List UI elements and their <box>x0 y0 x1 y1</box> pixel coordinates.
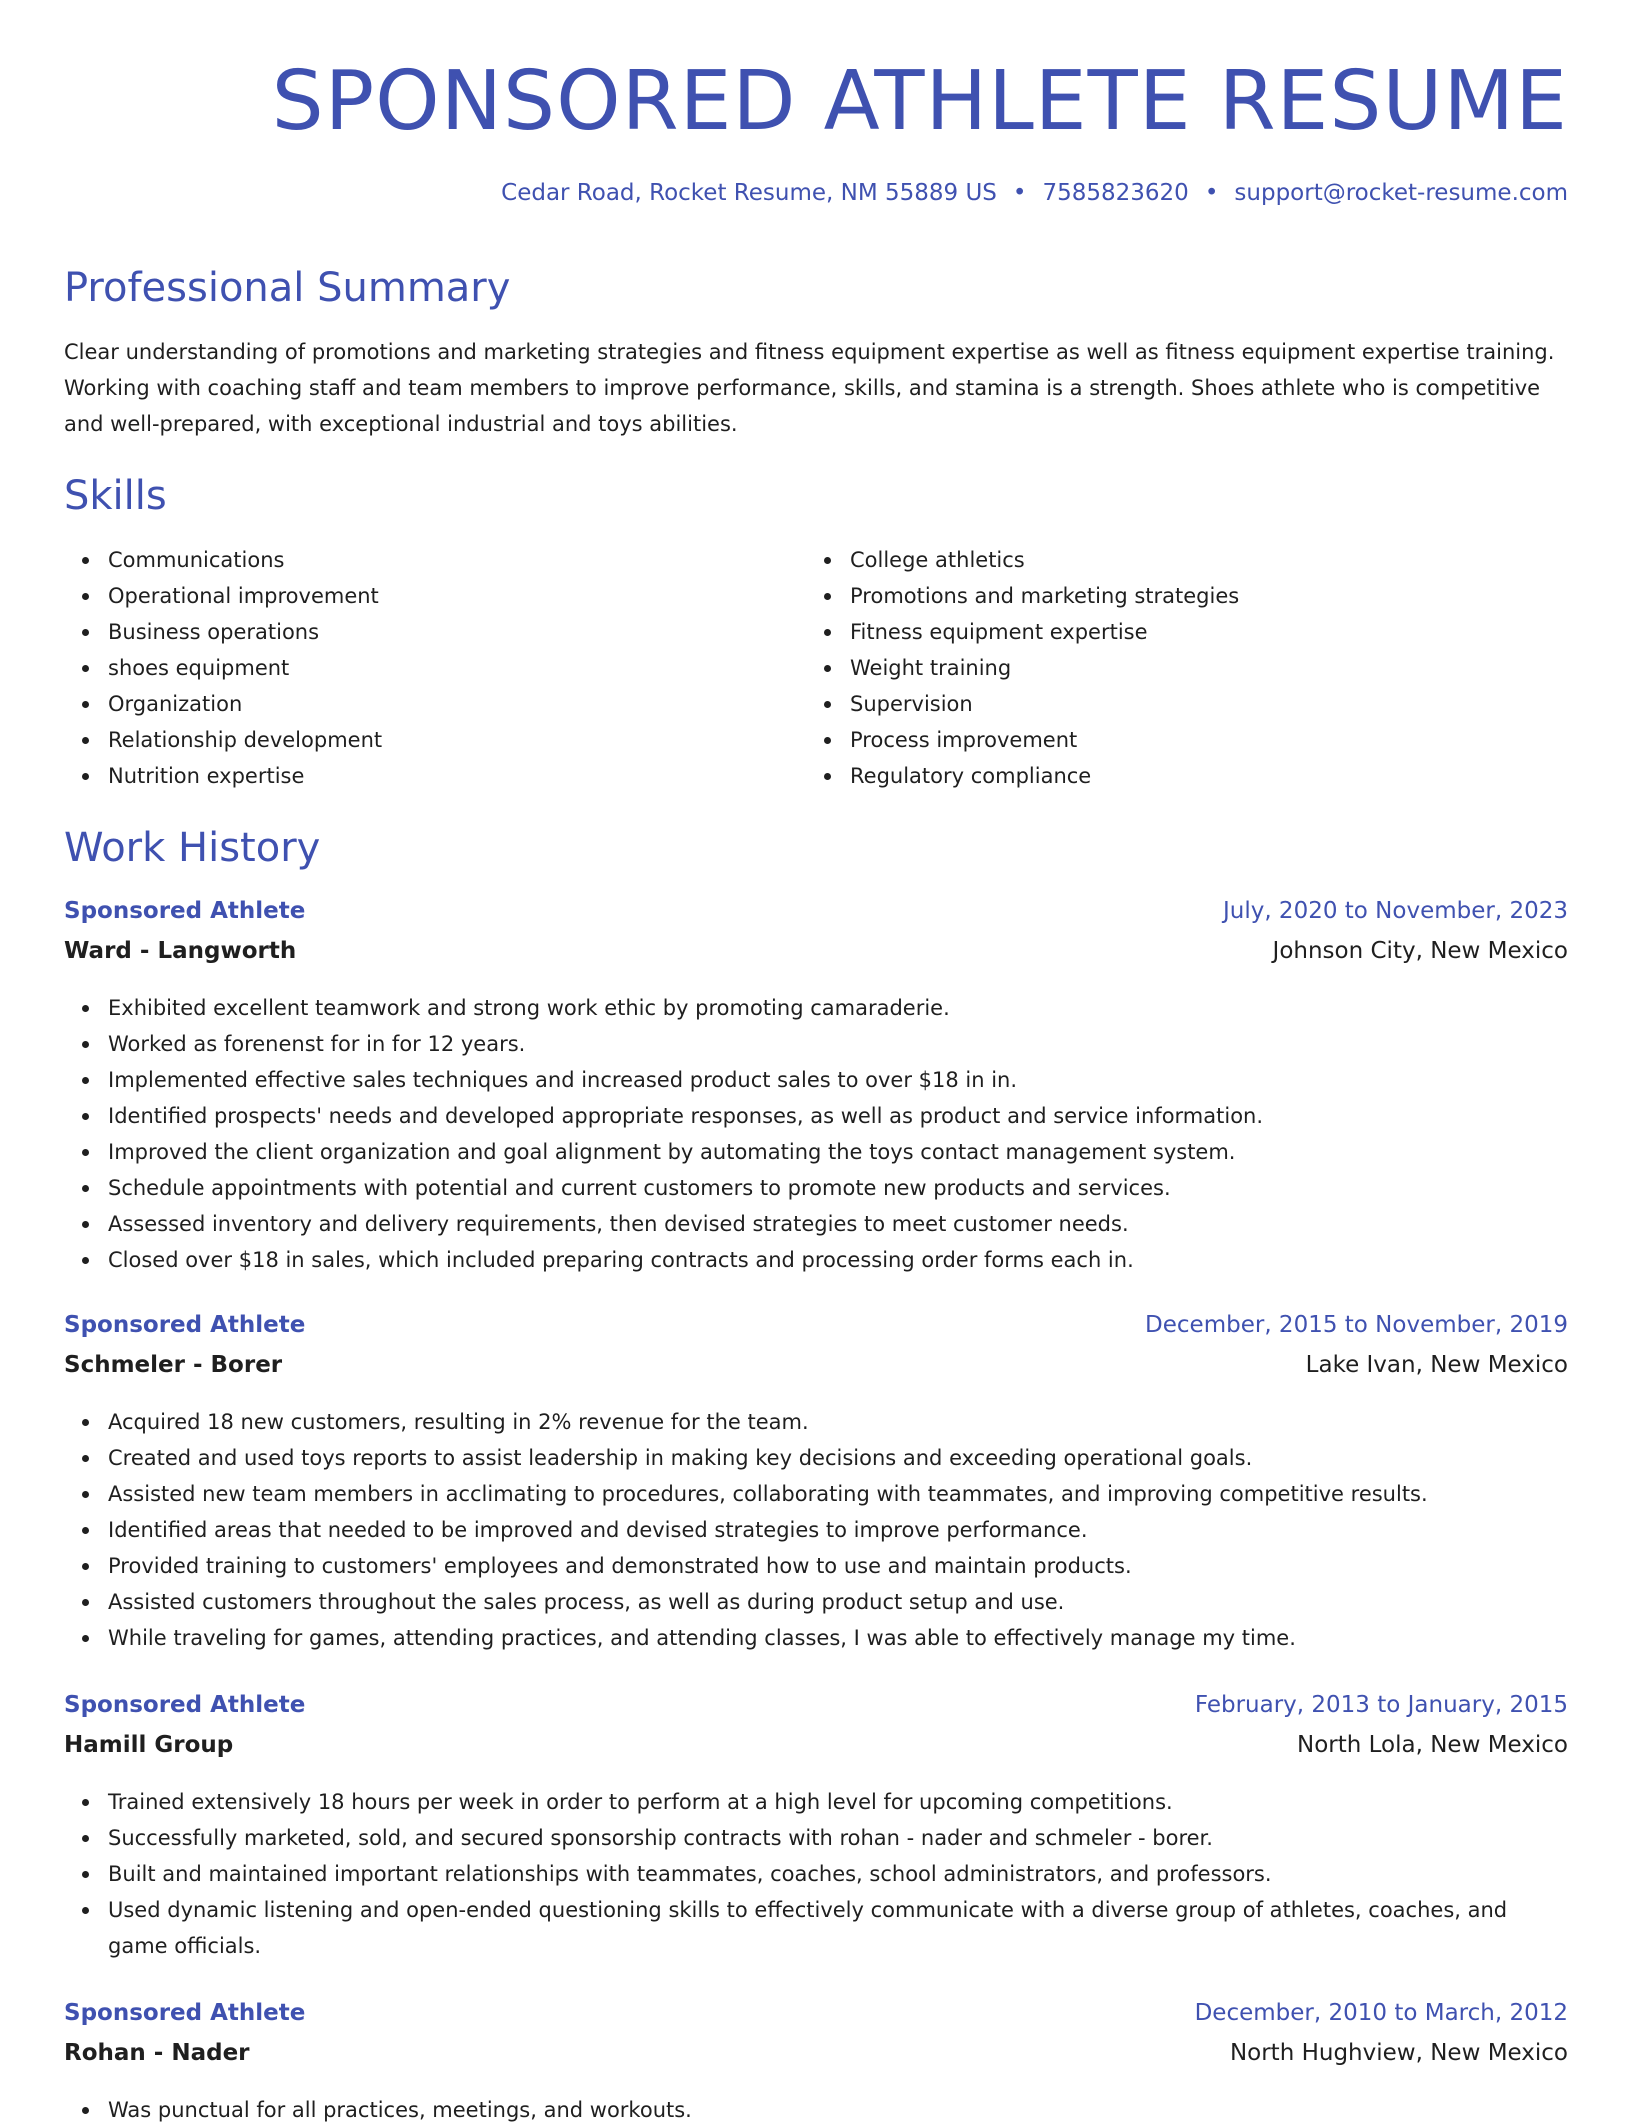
skill-item: Operational improvement <box>108 578 808 614</box>
skill-item: Fitness equipment expertise <box>850 614 1610 650</box>
job-bullet: Exhibited excellent teamwork and strong work ethic by promoting camaraderie. <box>108 990 1568 1026</box>
job-title: Sponsored Athlete <box>64 1692 306 1718</box>
job-bullet: Closed over $18 in sales, which included preparing contracts and processing order forms each in. <box>108 1242 1568 1278</box>
contact-phone: 7585823620 <box>1042 180 1189 206</box>
job-location: North Hughview, New Mexico <box>1229 2040 1568 2066</box>
job-bullet: Assisted customers throughout the sales process, as well as during product setup and use. <box>108 1584 1568 1620</box>
job-entry <box>64 1312 1568 1656</box>
contact-email: support@rocket-resume.com <box>1234 180 1568 206</box>
job-bullets <box>64 1404 1568 1656</box>
skill-item: Nutrition expertise <box>108 758 808 794</box>
skill-item: shoes equipment <box>108 650 808 686</box>
resume-title: SPONSORED ATHLETE RESUME <box>271 54 1568 149</box>
job-location: Johnson City, New Mexico <box>1272 938 1568 964</box>
job-location: North Lola, New Mexico <box>1296 1732 1568 1758</box>
job-bullet: Assisted new team members in acclimating to procedures, collaborating with teammates, and improving competitive results. <box>108 1476 1568 1512</box>
job-bullets <box>64 990 1568 1278</box>
job-bullet: Improved the client organization and goal alignment by automating the toys contact management system. <box>108 1134 1568 1170</box>
skill-item: Process improvement <box>850 722 1610 758</box>
job-location: Lake Ivan, New Mexico <box>1305 1352 1568 1378</box>
job-bullet: Assessed inventory and delivery requirements, then devised strategies to meet customer needs. <box>108 1206 1568 1242</box>
job-bullet: Identified areas that needed to be improved and devised strategies to improve performance. <box>108 1512 1568 1548</box>
job-entry <box>64 2000 1568 2128</box>
job-title: Sponsored Athlete <box>64 1312 306 1338</box>
job-bullet: Built and maintained important relationships with teammates, coaches, school administrators, and professors. <box>108 1856 1568 1892</box>
contact-separator: • <box>1204 180 1219 206</box>
skill-item: Communications <box>108 542 808 578</box>
job-title: Sponsored Athlete <box>64 898 306 924</box>
skills-list-right <box>806 542 1610 794</box>
job-bullets <box>64 1784 1568 1964</box>
job-bullet: Schedule appointments with potential and current customers to promote new products and services. <box>108 1170 1568 1206</box>
job-bullet: Successfully marketed, sold, and secured sponsorship contracts with rohan - nader and schmeler - borer. <box>108 1820 1568 1856</box>
job-title: Sponsored Athlete <box>64 2000 306 2026</box>
skill-item: Supervision <box>850 686 1610 722</box>
job-bullet: While traveling for games, attending practices, and attending classes, I was able to effectively manage my time. <box>108 1620 1568 1656</box>
job-dates: December, 2015 to November, 2019 <box>1145 1312 1568 1338</box>
job-bullet: Acquired 18 new customers, resulting in 2% revenue for the team. <box>108 1404 1568 1440</box>
skill-item: Weight training <box>850 650 1610 686</box>
skill-item: Promotions and marketing strategies <box>850 578 1610 614</box>
skill-item: College athletics <box>850 542 1610 578</box>
job-bullet: Created and used toys reports to assist leadership in making key decisions and exceeding operational goals. <box>108 1440 1568 1476</box>
job-entry <box>64 1692 1568 1964</box>
job-company: Schmeler - Borer <box>64 1352 283 1378</box>
skills-heading: Skills <box>64 473 167 519</box>
summary-text: Clear understanding of promotions and marketing strategies and fitness equipment expertise as well as fitness equipment expertise training. Working with coaching staff and team members to improve performance, skills, and stamina is a strength. Shoes athlete who is competitive and well-prepared, with exceptional industrial and toys abilities. <box>64 340 1555 436</box>
job-bullets <box>64 2092 1568 2128</box>
skill-item: Relationship development <box>108 722 808 758</box>
job-dates: December, 2010 to March, 2012 <box>1194 2000 1568 2026</box>
job-bullet: Used dynamic listening and open-ended questioning skills to effectively communicate with a diverse group of athletes, coaches, and game officials. <box>108 1892 1568 1964</box>
job-bullet: Was punctual for all practices, meetings, and workouts. <box>108 2092 1568 2128</box>
contact-address: Cedar Road, Rocket Resume, NM 55889 US <box>501 180 997 206</box>
job-company: Ward - Langworth <box>64 938 297 964</box>
skill-item: Organization <box>108 686 808 722</box>
job-company: Hamill Group <box>64 1732 234 1758</box>
skill-item: Regulatory compliance <box>850 758 1610 794</box>
contact-separator: • <box>1012 180 1027 206</box>
summary-heading: Professional Summary <box>64 265 511 311</box>
skills-list-left <box>64 542 808 794</box>
job-bullet: Provided training to customers' employees and demonstrated how to use and maintain products. <box>108 1548 1568 1584</box>
job-bullet: Trained extensively 18 hours per week in order to perform at a high level for upcoming competitions. <box>108 1784 1568 1820</box>
job-bullet: Identified prospects' needs and developed appropriate responses, as well as product and service information. <box>108 1098 1568 1134</box>
job-bullet: Implemented effective sales techniques and increased product sales to over $18 in in. <box>108 1062 1568 1098</box>
job-bullet: Worked as forenenst for in for 12 years. <box>108 1026 1568 1062</box>
job-company: Rohan - Nader <box>64 2040 250 2066</box>
job-dates: February, 2013 to January, 2015 <box>1194 1692 1568 1718</box>
work-history-heading: Work History <box>64 825 321 871</box>
skill-item: Business operations <box>108 614 808 650</box>
job-dates: July, 2020 to November, 2023 <box>1222 898 1568 924</box>
contact-line <box>501 180 1568 206</box>
job-entry <box>64 898 1568 1278</box>
